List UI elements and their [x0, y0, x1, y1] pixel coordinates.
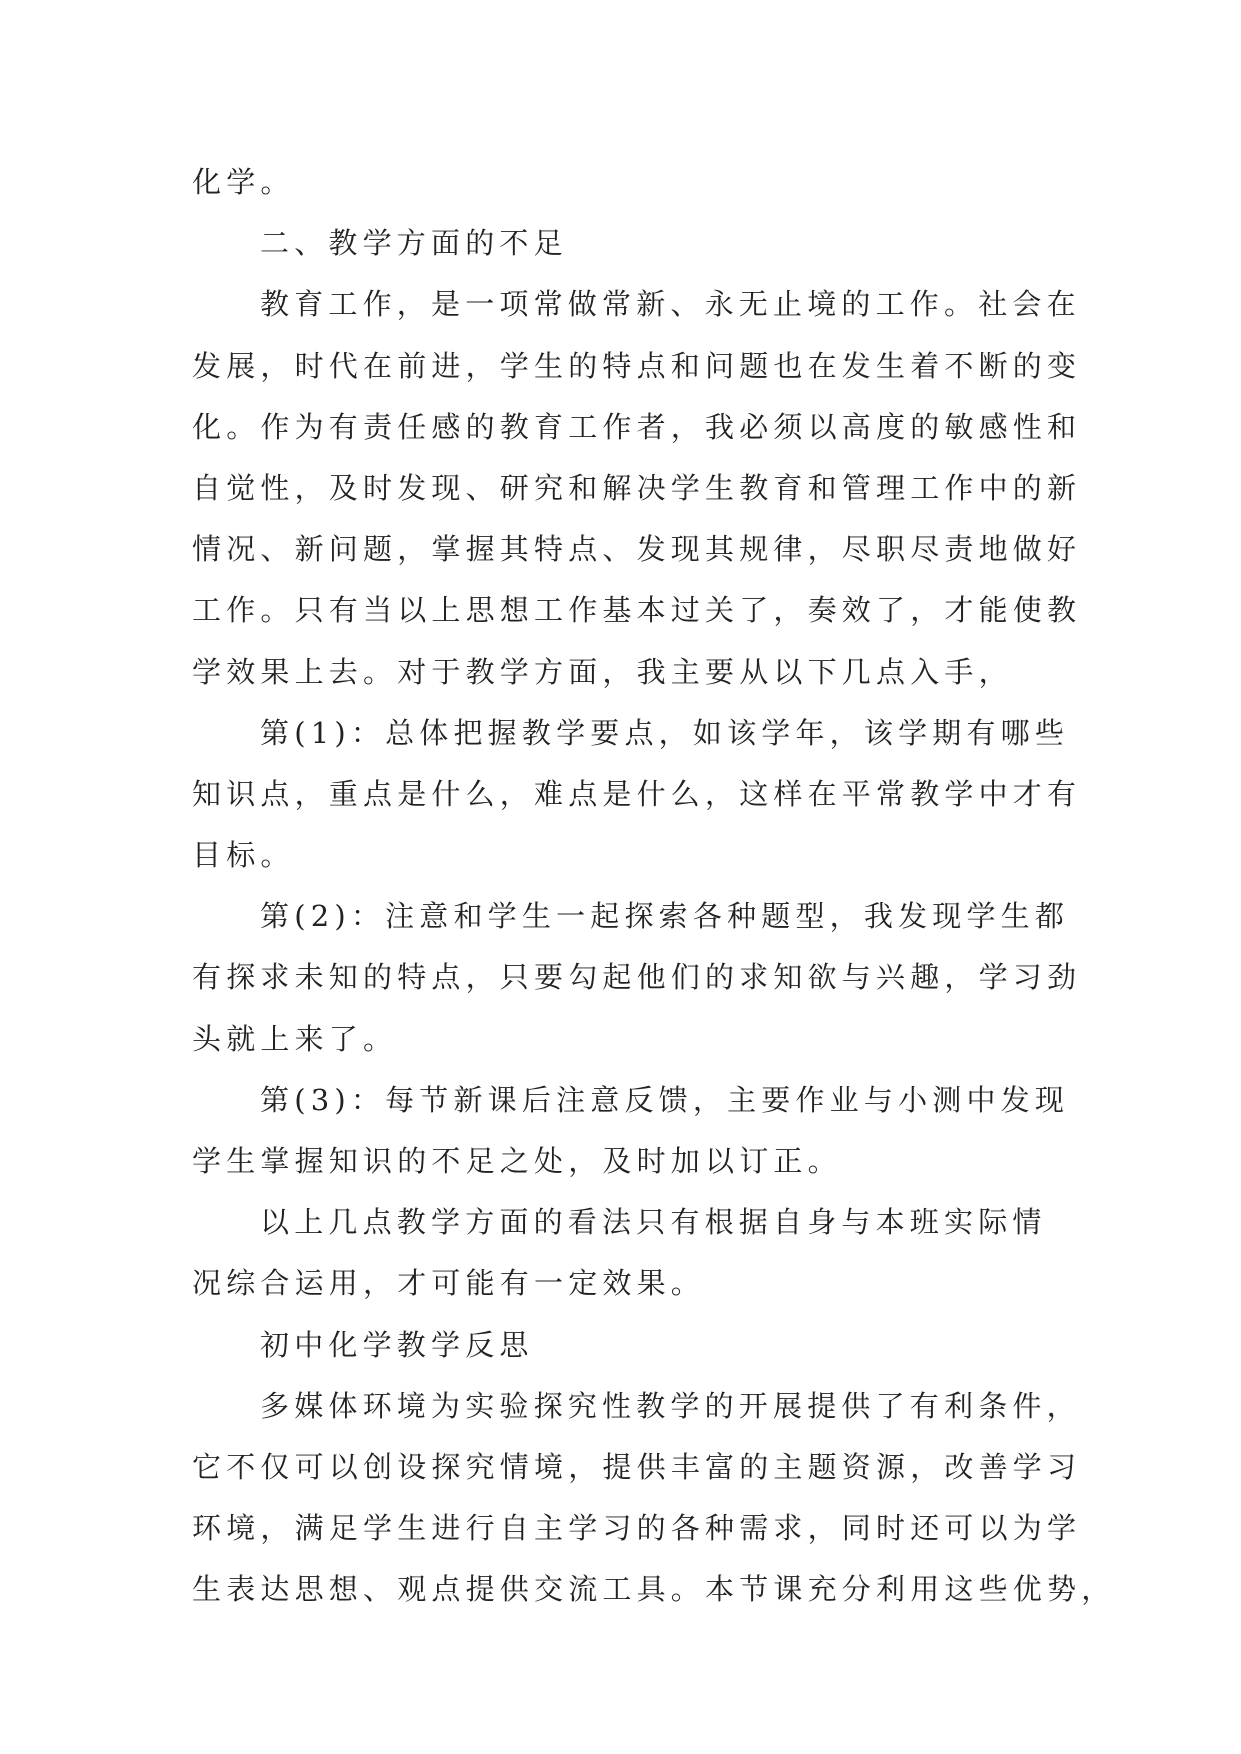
- section-heading: 二、教学方面的不足: [260, 226, 568, 261]
- text-line: 自觉性，及时发现、研究和解决学生教育和管理工作中的新: [192, 470, 1082, 505]
- text-line: 第(1)：总体把握教学要点，如该学年，该学期有哪些: [260, 715, 1070, 750]
- text-line: 学效果上去。对于教学方面，我主要从以下几点入手，: [192, 654, 1013, 689]
- text-line: 情况、新问题，掌握其特点、发现其规律，尽职尽责地做好: [192, 532, 1082, 567]
- text-line: 工作。只有当以上思想工作基本过关了，奏效了，才能使教: [192, 593, 1082, 628]
- text-line: 它不仅可以创设探究情境，提供丰富的主题资源，改善学习: [192, 1449, 1082, 1484]
- text-line: 化。作为有责任感的教育工作者，我必须以高度的敏感性和: [192, 409, 1082, 444]
- text-line: 学生掌握知识的不足之处，及时加以订正。: [192, 1144, 842, 1178]
- text-line: 第(3)：每节新课后注意反馈，主要作业与小测中发现: [260, 1082, 1070, 1117]
- text-line: 教育工作，是一项常做常新、永无止境的工作。社会在: [260, 287, 1081, 322]
- text-line: 第(2)：注意和学生一起探索各种题型，我发现学生都: [260, 899, 1070, 934]
- text-line: 有探求未知的特点，只要勾起他们的求知欲与兴趣，学习劲: [192, 960, 1082, 995]
- text-line: 目标。: [192, 838, 295, 873]
- text-line: 生表达思想、观点提供交流工具。本节课充分利用这些优势，: [192, 1572, 1116, 1607]
- text-line: 以上几点教学方面的看法只有根据自身与本班实际情: [260, 1205, 1047, 1240]
- text-line: 化学。: [192, 165, 295, 199]
- text-line: 头就上来了。: [192, 1021, 398, 1056]
- text-line: 知识点，重点是什么，难点是什么，这样在平常教学中才有: [192, 776, 1082, 811]
- section-heading: 初中化学教学反思: [260, 1327, 534, 1362]
- text-line: 发展，时代在前进，学生的特点和问题也在发生着不断的变: [192, 348, 1082, 383]
- text-line: 环境，满足学生进行自主学习的各种需求，同时还可以为学: [192, 1511, 1082, 1546]
- text-line: 况综合运用，才可能有一定效果。: [192, 1266, 706, 1301]
- text-line: 多媒体环境为实验探究性教学的开展提供了有利条件，: [260, 1388, 1081, 1423]
- document-body: [192, 152, 1116, 1621]
